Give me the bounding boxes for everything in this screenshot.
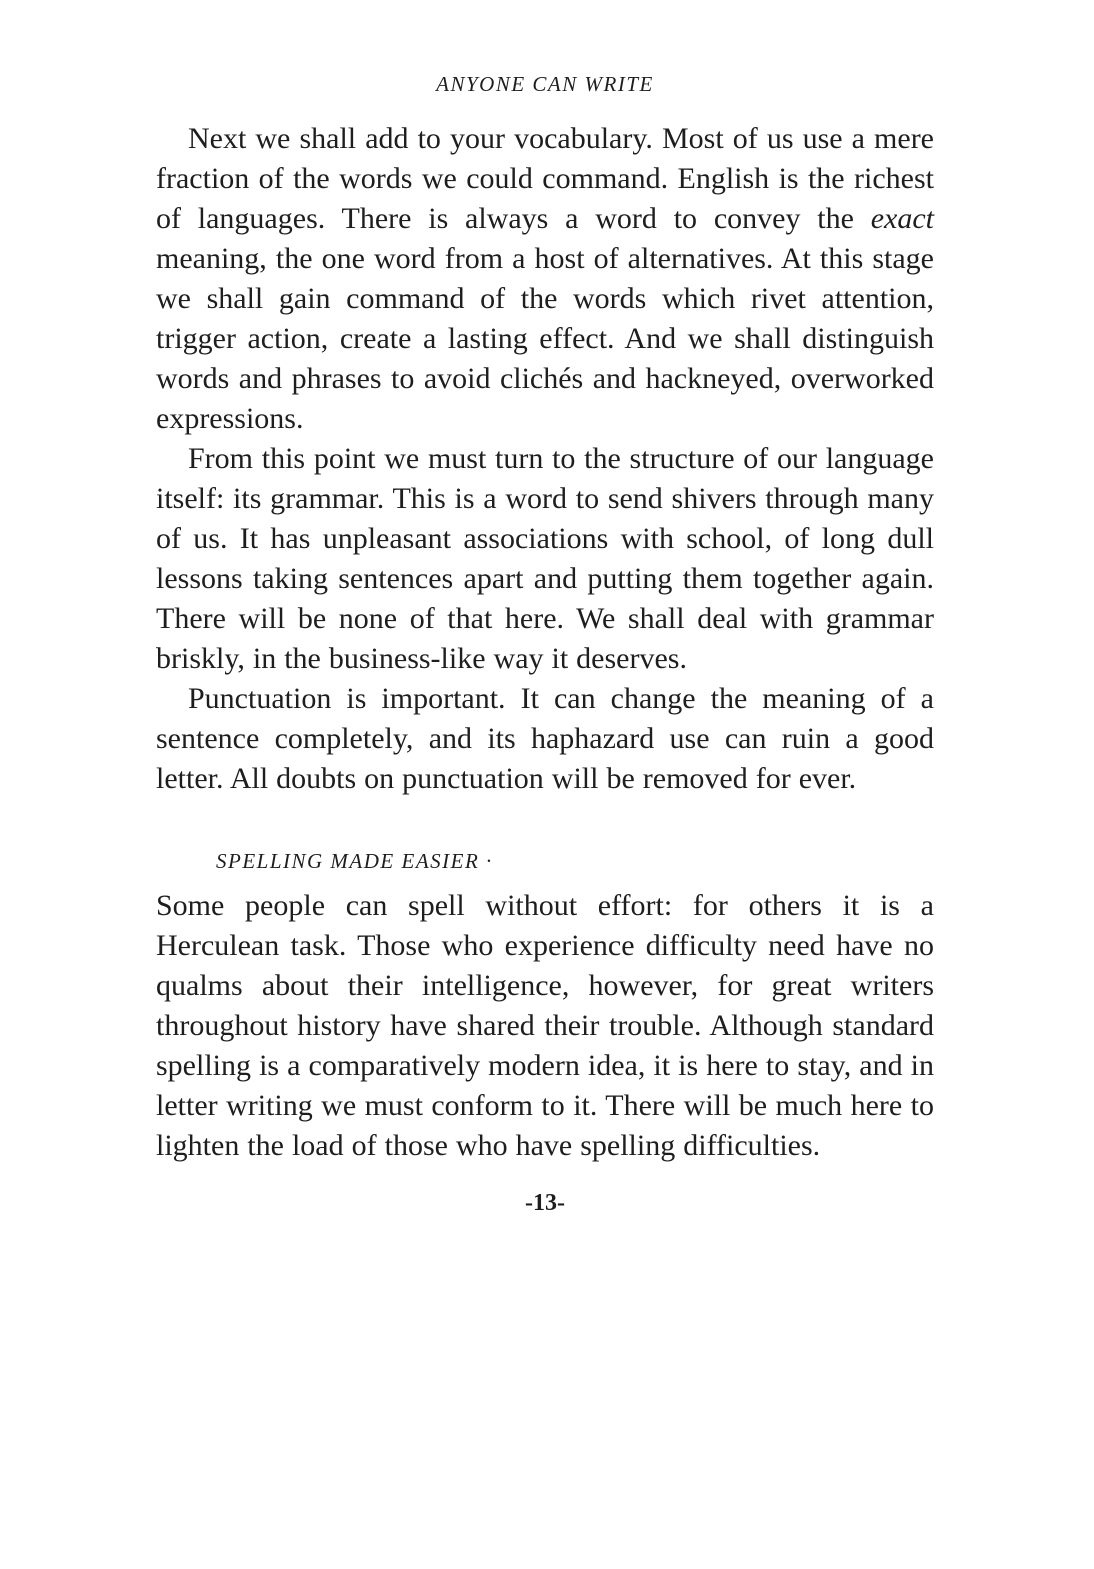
paragraph-vocabulary-text-1: Next we shall add to your vocabulary. Most of us use a mere fraction of the words we could command. English is the richest of languages. There is always a word to convey the: [156, 122, 934, 235]
paragraph-spelling: Some people can spell without effort: for others it is a Herculean task. Those who experience difficulty need have no qualms about their intelligence, however, for great writers throughout history have shared their trouble. Although standard spelling is a comparatively modern idea, it is here to stay, and in letter writing we must conform to it. There will be much here to lighten the load of those who have spelling difficulties.: [156, 889, 934, 1162]
section-heading-spelling: SPELLING MADE EASIER ·: [216, 849, 493, 873]
paragraph-vocabulary-text-2: meaning, the one word from a host of alternatives. At this stage we shall gain command of the words which rivet attention, trigger action, create a lasting effect. And we shall distinguish words and phrases to avoid clichés and hackneyed, overworked expressions.: [156, 242, 934, 435]
paragraph-vocabulary-emphasis: exact: [870, 202, 934, 235]
book-page: [156, 72, 934, 1217]
running-head: ANYONE CAN WRITE: [436, 72, 654, 96]
paragraph-grammar: From this point we must turn to the structure of our language itself: its grammar. This is a word to send shivers through many of us. It has unpleasant associations with school, of long dull lessons taking sentences apart and putting them together again. There will be none of that here. We shall deal with grammar briskly, in the business-like way it deserves.: [156, 442, 934, 675]
paragraph-vocabulary: [156, 119, 934, 439]
page-number: -13-: [525, 1190, 565, 1216]
paragraph-punctuation: Punctuation is important. It can change the meaning of a sentence completely, and its haphazard use can ruin a good letter. All doubts on punctuation will be removed for ever.: [156, 682, 934, 795]
